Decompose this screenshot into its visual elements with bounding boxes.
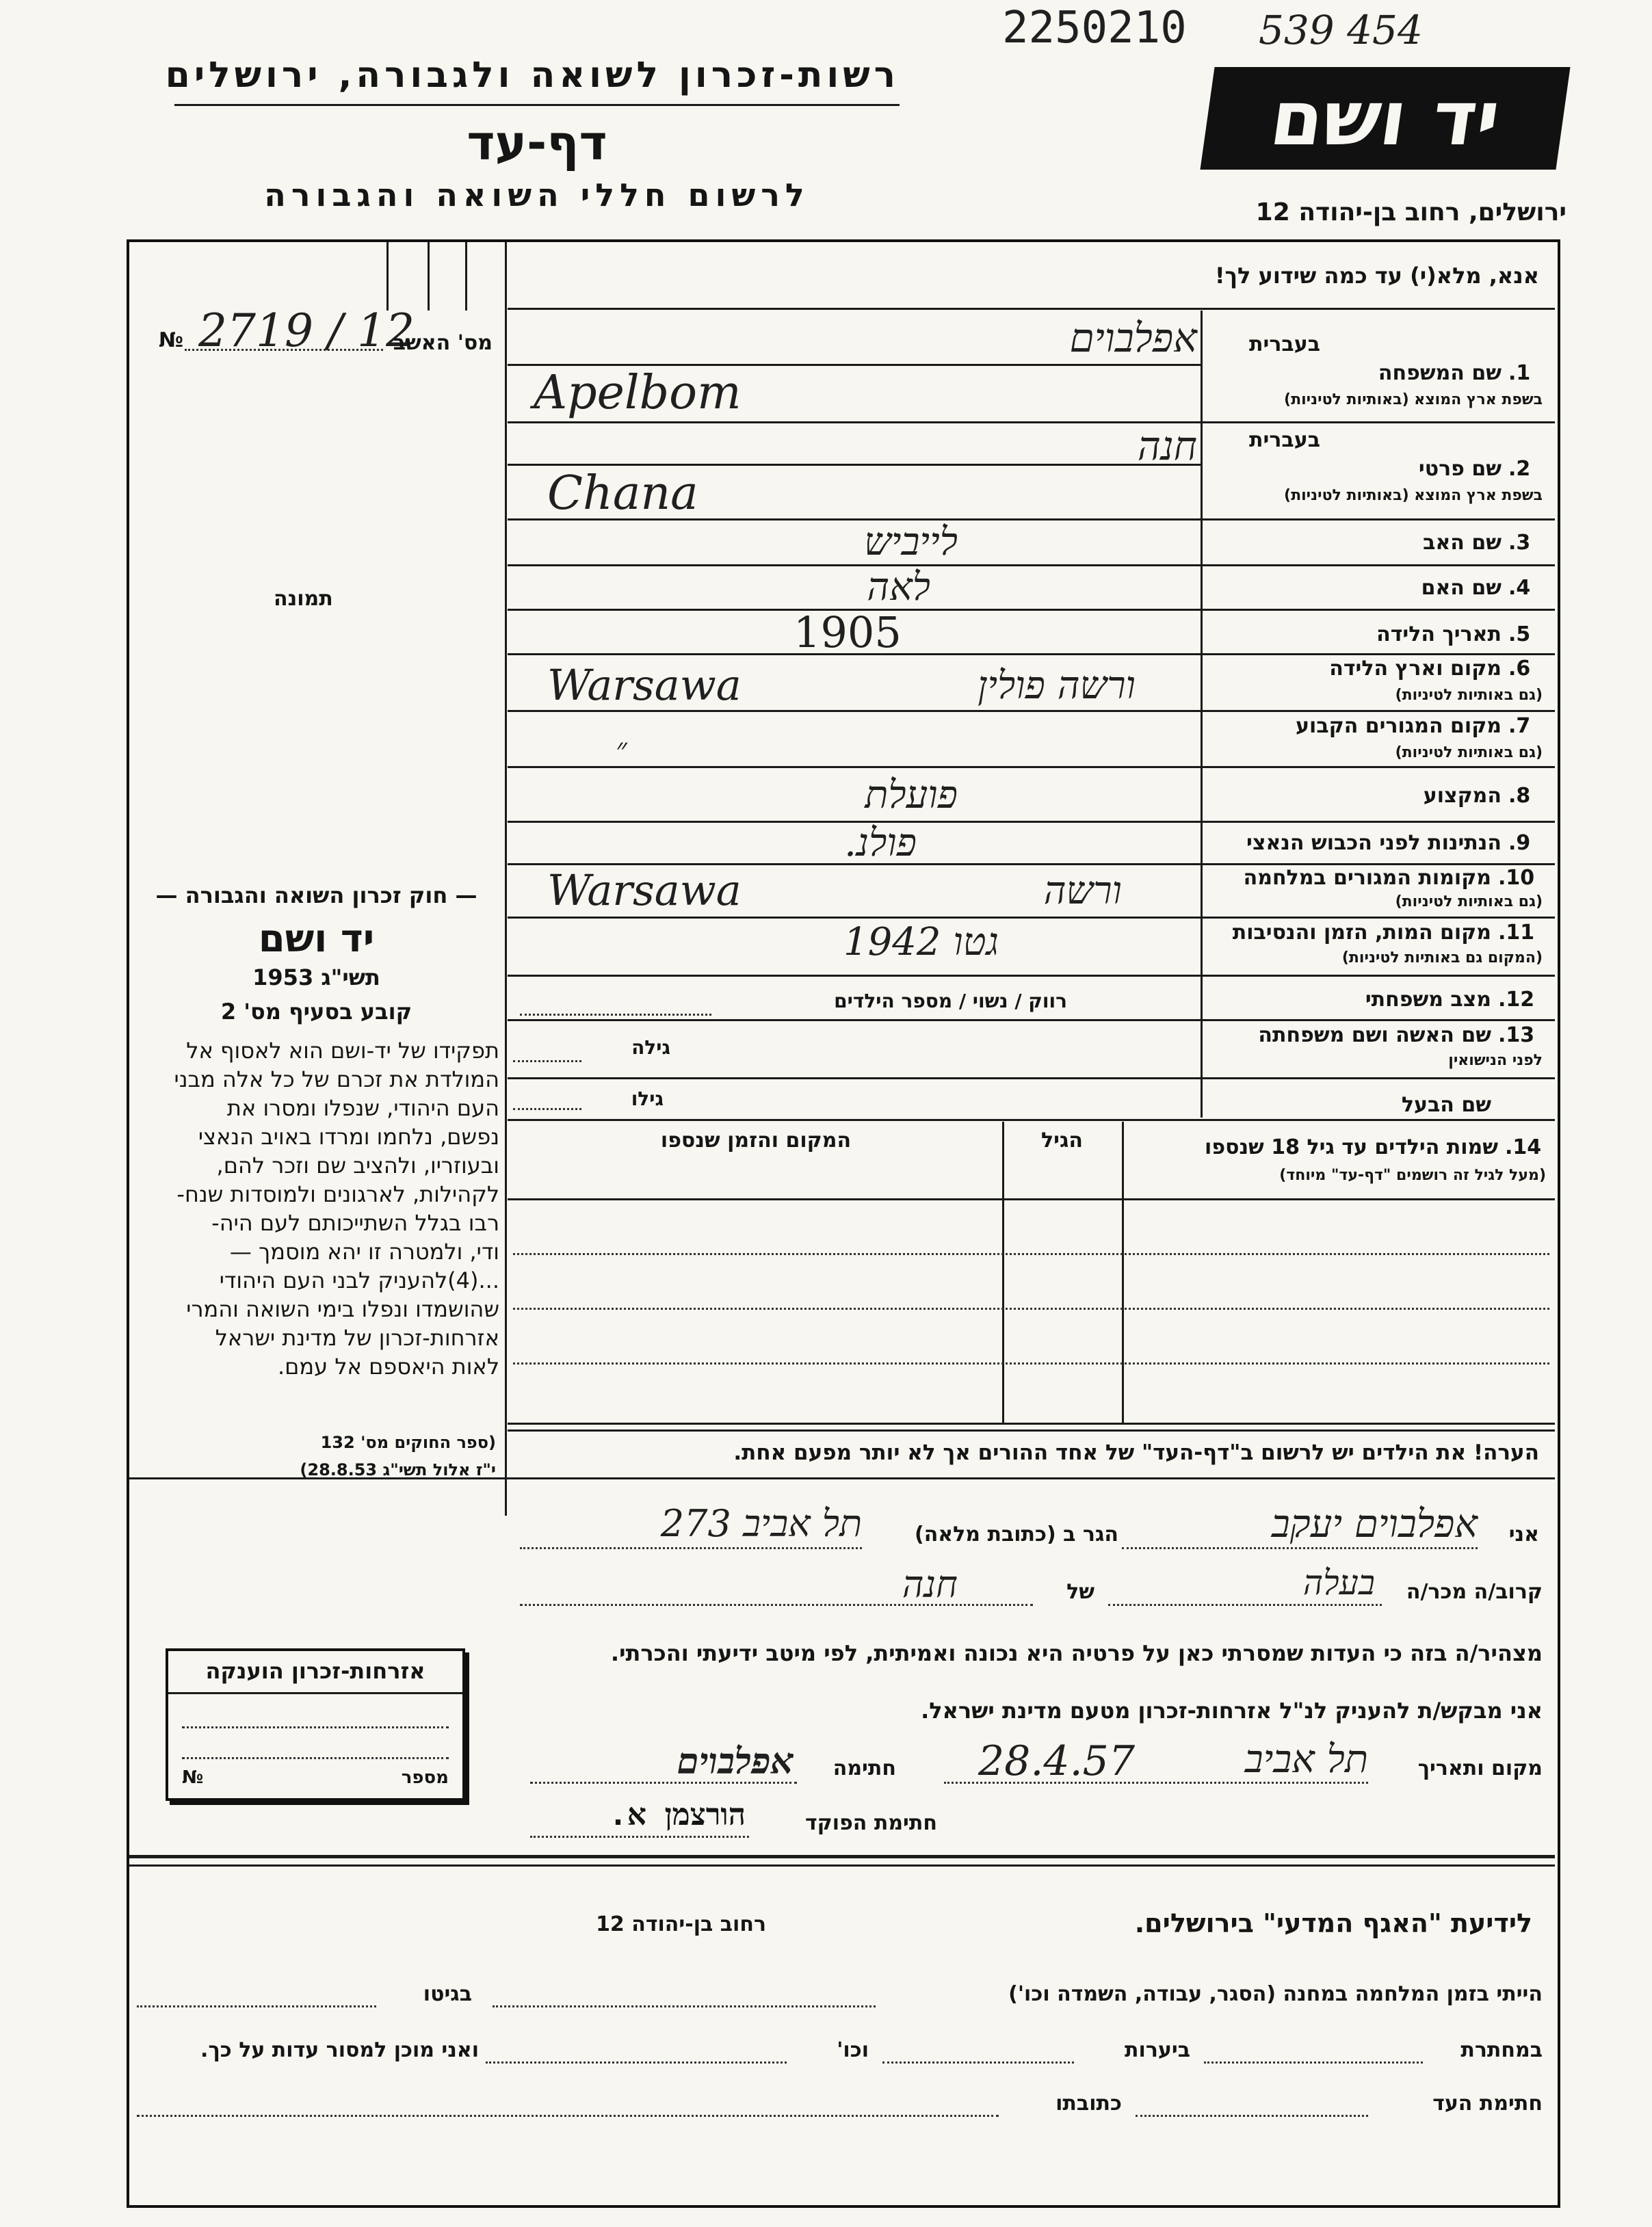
field-10-label: מקומות המגורים במלחמה bbox=[1243, 866, 1491, 890]
field-11-number: 11. bbox=[1498, 921, 1535, 945]
children-number: 14. bbox=[1505, 1135, 1542, 1159]
field-9-label: הנתינות לפני הכבוש הנאצי bbox=[1246, 831, 1502, 855]
field-7-sublabel: (גם באותיות לטיניות) bbox=[1395, 744, 1543, 761]
citizenship-number-label: מספר bbox=[401, 1767, 449, 1788]
request: אני מבקש/ת להעניק לנ"ל אזרחות-זכרון מטעם מדינת ישראל. bbox=[921, 1698, 1543, 1724]
children-label: שמות הילדים עד גיל 18 שנספו bbox=[1205, 1135, 1498, 1159]
intro-instruction: אנא, מלא(י) עד כמה שידוע לך! bbox=[1214, 263, 1539, 289]
field-10-sublabel: (גם באותיות לטיניות) bbox=[1395, 893, 1543, 910]
field-3-number: 3. bbox=[1508, 531, 1531, 555]
law-line: רבו בגלל השתייכותם לעם היה- bbox=[211, 1210, 499, 1236]
signature-label: חתימה bbox=[832, 1756, 896, 1780]
field-2-latin-value[interactable]: Chana bbox=[547, 466, 698, 520]
law-year: תשי"ג 1953 bbox=[252, 964, 380, 990]
relation-value[interactable]: בעלה bbox=[1302, 1563, 1375, 1603]
field-13-age-label: גילה bbox=[631, 1036, 670, 1059]
field-6-latin-value[interactable]: Warsawa bbox=[547, 660, 742, 710]
field-10-number: 10. bbox=[1498, 866, 1535, 890]
field-5-label: תאריך הלידה bbox=[1376, 622, 1502, 646]
field-11-sublabel: (המקום גם באותיות לטיניות) bbox=[1341, 949, 1543, 966]
footer-underground: במחתרת bbox=[1460, 2038, 1543, 2062]
note: הערה! את הילדים יש לרשום ב"דף-העד" של אחד ההורים אך לא יותר מפעם אחת. bbox=[733, 1440, 1539, 1465]
statement: מצהיר/ה בזה כי העדות שמסרתי כאן על פרטיה היא נכונה ואמיתית, לפי מיטב ידיעתי והכרתי. bbox=[610, 1640, 1543, 1666]
field-6-hebrew-value[interactable]: ורשה פולין bbox=[978, 663, 1136, 708]
field-1-hebrew-tag: בעברית bbox=[1249, 332, 1320, 356]
reference-number: 539 454 bbox=[1259, 7, 1423, 53]
field-7-value[interactable]: ״ bbox=[616, 732, 627, 767]
field-8-label: המקצוע bbox=[1423, 784, 1502, 808]
law-line: לקהילות, לארגונים ולמוסדות שנח- bbox=[176, 1181, 499, 1207]
field-9-number: 9. bbox=[1508, 831, 1531, 855]
footer-witness-address: כתובתו bbox=[1056, 2092, 1122, 2116]
field-4-value[interactable]: לאה bbox=[867, 565, 930, 609]
field-2-hebrew-value[interactable]: חנה bbox=[1137, 423, 1197, 469]
form-subtitle: לרשום חללי השואה והגבורה bbox=[264, 176, 810, 213]
field-3-label: שם האב bbox=[1423, 531, 1502, 555]
field-13-sublabel: לפני הנישואין bbox=[1448, 1052, 1543, 1069]
footer-address: רחוב בן-יהודה 12 bbox=[596, 1912, 766, 1936]
field-1-number: 1. bbox=[1508, 361, 1531, 385]
citizenship-title: אזרחות-זכרון הוענקה bbox=[205, 1658, 425, 1684]
law-text bbox=[133, 1036, 499, 1381]
law-line: שהושמדו ונפלו בימי השואה והמרי bbox=[186, 1296, 499, 1322]
field-6-sublabel: (גם באותיות לטיניות) bbox=[1395, 687, 1543, 704]
footer-forests: ביערות bbox=[1125, 2038, 1190, 2062]
field-11-value[interactable]: גטו 1942 bbox=[843, 920, 999, 964]
place-date-label: מקום ותאריך bbox=[1417, 1756, 1543, 1780]
citizenship-no-symbol: № bbox=[182, 1767, 204, 1788]
yad-vashem-logo bbox=[1200, 67, 1570, 170]
field-8-number: 8. bbox=[1508, 784, 1531, 808]
field-1-latin-value[interactable]: Apelbom bbox=[534, 366, 742, 420]
field-3-value[interactable]: לייביש bbox=[864, 520, 958, 564]
citizenship-box bbox=[166, 1648, 465, 1801]
place-value[interactable]: תל אביב bbox=[1244, 1737, 1368, 1782]
law-line: ...(4)להעניק לבני העם היהודי bbox=[219, 1267, 499, 1293]
field-7-label: מקום המגורים הקבוע bbox=[1296, 714, 1502, 738]
field-13-number: 13. bbox=[1498, 1023, 1535, 1047]
law-line: העם היהודי, שנפלו ומסרו את bbox=[226, 1095, 499, 1121]
declarant-address[interactable]: תל אביב 273 bbox=[660, 1502, 862, 1545]
law-line: לאות היאספם אל עמם. bbox=[277, 1354, 499, 1380]
organization-name: רשות-זכרון לשואה ולגבורה, ירושלים bbox=[165, 55, 900, 96]
footer-witness-signature: חתימת העד bbox=[1432, 2092, 1543, 2116]
field-9-value[interactable]: פולנ. bbox=[844, 821, 917, 865]
law-reference-1: (ספר החוקים מס' 132 bbox=[320, 1433, 496, 1452]
field-5-value[interactable]: 1905 bbox=[794, 607, 902, 657]
field-8-value[interactable]: פועלת bbox=[865, 773, 958, 817]
law-title: — חוק זכרון השואה והגבורה — bbox=[155, 882, 477, 908]
children-place-header: המקום והזמן שנספו bbox=[660, 1129, 852, 1152]
field-4-number: 4. bbox=[1508, 576, 1531, 600]
children-age-header: הגיל bbox=[1041, 1129, 1083, 1152]
field-12-options[interactable]: רווק / נשוי / מספר הילדים bbox=[834, 990, 1067, 1012]
field-10-latin-value[interactable]: Warsawa bbox=[547, 865, 742, 915]
date-value[interactable]: 28.4.57 bbox=[978, 1737, 1136, 1785]
field-2-label: שם פרטי bbox=[1418, 457, 1502, 481]
field-6-number: 6. bbox=[1508, 657, 1531, 681]
field-7-number: 7. bbox=[1508, 714, 1531, 738]
field-2-number: 2. bbox=[1508, 457, 1531, 481]
officer-signature[interactable]: הורצמן א. bbox=[609, 1797, 746, 1832]
law-line: תפקידו של יד-ושם הוא לאסוף אל bbox=[186, 1038, 499, 1064]
signature-value[interactable]: אפלבוים bbox=[677, 1741, 794, 1782]
registration-value: 2719 / 12 bbox=[198, 304, 415, 357]
husband-label: שם הבעל bbox=[1401, 1093, 1491, 1117]
field-1-sublabel: בשפת ארץ המוצא (באותיות לטיניות) bbox=[1284, 391, 1543, 408]
law-clause: קובע בסעיף מס' 2 bbox=[220, 999, 412, 1025]
field-11-label: מקום המות, הזמן והנסיבות bbox=[1232, 921, 1491, 945]
address: ירושלים, רחוב בן-יהודה 12 bbox=[1255, 198, 1566, 226]
field-6-label: מקום וארץ הלידה bbox=[1329, 657, 1502, 681]
law-line: אזרחות-זכרון של מדינת ישראל bbox=[215, 1325, 499, 1351]
field-5-number: 5. bbox=[1508, 622, 1531, 646]
law-line: המולדת את זכרם של כל אלה מבני bbox=[174, 1066, 499, 1092]
of-name-value[interactable]: חנה bbox=[902, 1563, 958, 1606]
law-line: ודי, ולמטרה זו יהא מוסמך — bbox=[229, 1239, 499, 1265]
footer-line-1: הייתי בזמן המלחמה במחנה (הסגר, עבודה, השמדה וכו') bbox=[1008, 1982, 1543, 2006]
field-12-label: מצב משפחתי bbox=[1365, 988, 1491, 1012]
registration-no-symbol: № bbox=[159, 328, 184, 352]
declarant-name[interactable]: אפלבוים יעקב bbox=[1271, 1502, 1478, 1546]
law-line: נפשם, נלחמו ומרדו באויב הנאצי bbox=[198, 1124, 499, 1150]
husband-age-label: גילו bbox=[631, 1088, 664, 1110]
field-4-label: שם האם bbox=[1421, 576, 1502, 600]
field-1-label: שם המשפחה bbox=[1378, 361, 1502, 385]
field-13-label: שם האשה ושם משפחתה bbox=[1258, 1023, 1491, 1047]
field-10-hebrew-value[interactable]: ורשה bbox=[1043, 869, 1122, 913]
declaration-resides-label: הגר ב (כתובת מלאה) bbox=[914, 1523, 1118, 1546]
registration-label: מס' האשב bbox=[393, 331, 493, 355]
law-line: ובעוזריו, ולהציב שם וזכר להם, bbox=[216, 1152, 499, 1178]
form-title: דף-עד bbox=[467, 115, 607, 171]
field-2-hebrew-tag: בעברית bbox=[1249, 428, 1320, 452]
field-12-number: 12. bbox=[1498, 988, 1535, 1012]
field-1-hebrew-value[interactable]: אפלבוים bbox=[1069, 315, 1197, 361]
photo-label: תמונה bbox=[274, 587, 333, 611]
declaration-i-am: אני bbox=[1508, 1523, 1539, 1546]
footer-etc: וכו' bbox=[837, 2038, 869, 2062]
footer-title: לידיעת "האגף המדעי" בירושלים. bbox=[1134, 1908, 1532, 1938]
officer-label: חתימת הפוקד bbox=[805, 1811, 937, 1835]
logo-text: יד ושם bbox=[1265, 75, 1506, 162]
relative-label: קרוב/ה מכר/ה bbox=[1406, 1580, 1543, 1604]
law-name: יד ושם bbox=[258, 917, 375, 961]
law-reference-2: י"ז אלול תשי"ג 28.8.53) bbox=[300, 1460, 496, 1479]
document-number: 2250210 bbox=[1002, 3, 1187, 53]
of-label: של bbox=[1066, 1580, 1094, 1604]
footer-testimony: ואני מוכן למסור עדות על כך. bbox=[200, 2038, 479, 2062]
field-2-sublabel: בשפת ארץ המוצא (באותיות לטיניות) bbox=[1284, 487, 1543, 504]
children-sublabel: (מעל לגיל זה רושמים "דף-עד" מיוחד) bbox=[1279, 1167, 1546, 1184]
footer-line-1-end: בגיטו bbox=[423, 1982, 472, 2006]
